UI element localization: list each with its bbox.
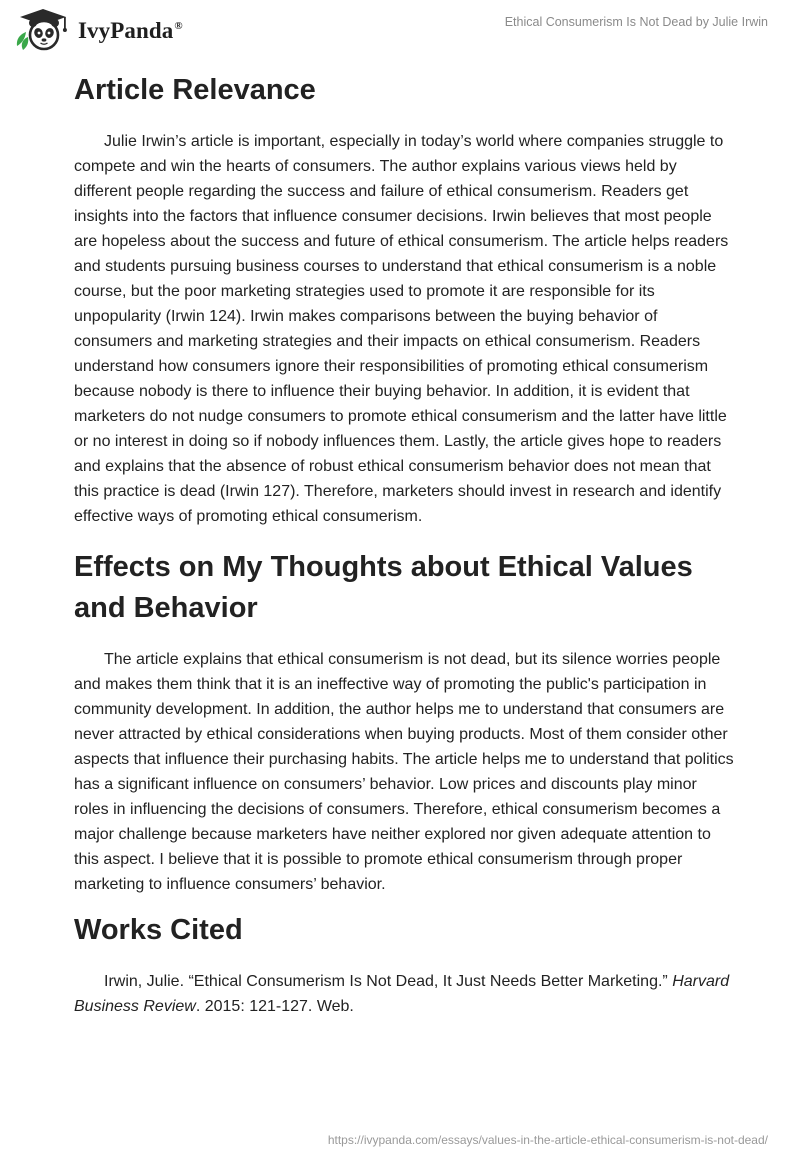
page-header xyxy=(0,0,800,64)
running-title: Ethical Consumerism Is Not Dead by Julie Irwin xyxy=(504,15,768,29)
section-heading-effects: Effects on My Thoughts about Ethical Values and Behavior xyxy=(74,551,693,624)
section-heading-works-cited: Works Cited xyxy=(74,914,243,946)
paragraph-effects: The article explains that ethical consumerism is not dead, but its silence worries people and makes them think that it is an ineffective way of promoting the public's participation in community development. In addition, the author helps me to understand that consumers are never attracted by ethical considerations when buying products. Most of them consider other aspects that influence their purchasing habits. The article helps me to understand that politics has a significant influence on consumers’ behavior. Low prices and discounts play minor roles in influencing the decisions of consumers. Therefore, ethical consumerism becomes a major challenge because marketers have neither explored nor given adequate attention to this aspect. I believe that it is possible to promote ethical consumerism through proper marketing to influence consumers’ behavior. xyxy=(74,651,734,893)
essay-content xyxy=(74,70,734,1019)
panda-graduate-icon xyxy=(14,8,72,52)
citation-journal: Harvard Business Review xyxy=(74,973,730,1015)
section-heading-article-relevance: Article Relevance xyxy=(74,74,316,106)
citation-details: . 2015: 121-127. Web. xyxy=(195,998,354,1015)
brand-logo[interactable] xyxy=(14,8,183,52)
registered-mark: ® xyxy=(174,19,183,32)
paragraph-article-relevance: Julie Irwin’s article is important, especially in today’s world where companies struggle to compete and win the hearts of consumers. The author explains various views held by different people regarding the success and failure of ethical consumerism. Readers get insights into the factors that influence consumer decisions. Irwin believes that most people are hopeless about the success and future of ethical consumerism. The article helps readers and students pursuing business courses to understand that ethical consumerism is a noble course, but the poor marketing strategies used to promote it are responsible for its unpopularity (Irwin 124). Irwin makes comparisons between the buying behavior of consumers and marketing strategies and their impacts on ethical consumerism. Readers understand how consumers ignore their responsibilities of promoting ethical consumerism because nobody is there to influence their buying behavior. In addition, it is evident that marketers do not nudge consumers to promote ethical consumerism and the latter have little or no interest in doing so if nobody influences them. Lastly, the article gives hope to readers and explains that the absence of robust ethical consumerism behavior does not mean that this practice is dead (Irwin 127). Therefore, marketers should invest in research and identify effective ways of promoting ethical consumerism. xyxy=(74,133,729,525)
brand-name: IvyPanda® xyxy=(78,17,183,43)
citation-author-title: Irwin, Julie. “Ethical Consumerism Is Not Dead, It Just Needs Better Marketing.” xyxy=(104,973,673,990)
source-url[interactable]: https://ivypanda.com/essays/values-in-the-article-ethical-consumerism-is-not-dead/ xyxy=(327,1133,768,1147)
citation-entry xyxy=(74,969,734,1019)
